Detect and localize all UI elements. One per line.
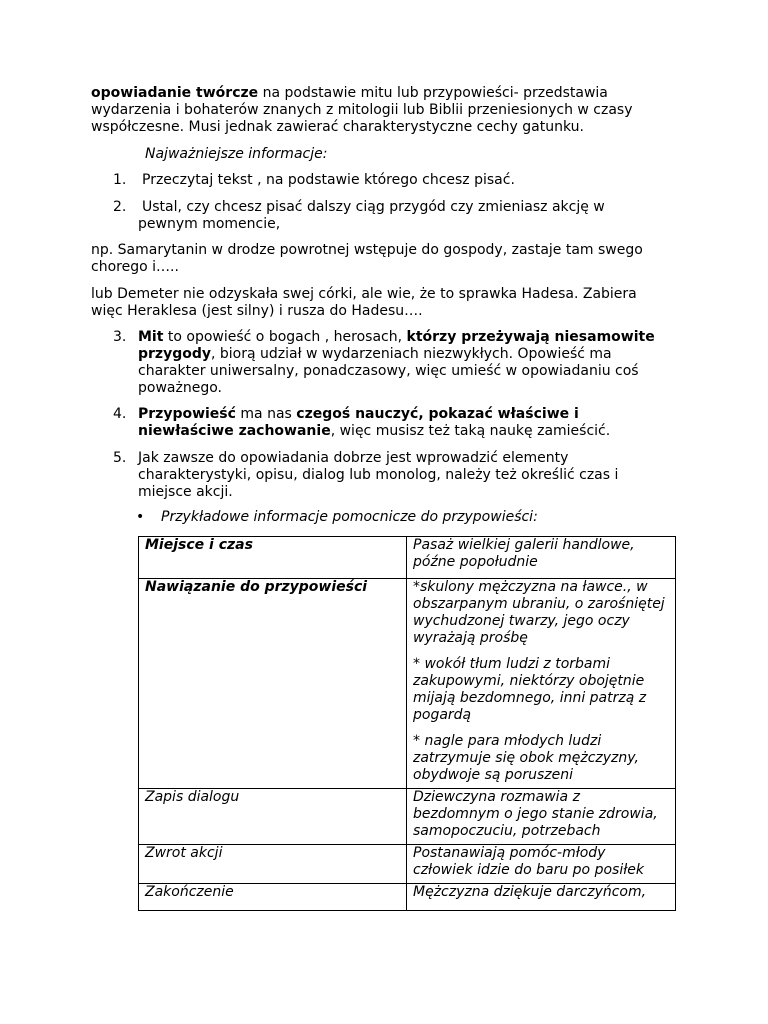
example-paragraph: lub Demeter nie odzyskała swej córki, ale wie, że to sprawka Hadesa. Zabiera więc Heraklesa (jest silny) i rusza do Hadesu…. bbox=[91, 286, 637, 319]
bold-term: Przypowieść bbox=[138, 406, 236, 422]
text-fragment: ma nas bbox=[235, 406, 297, 422]
intro-text: na podstawie mitu lub przypowieści- przedstawia wydarzenia i bohaterów znanych z mitologii lub Biblii przeniesionych w czasy współczesne. Musi jednak zawierać charakterystyczne cechy gatunku. bbox=[91, 85, 633, 135]
table-label-cell bbox=[139, 789, 407, 845]
bold-phrase: czegoś nauczyć, pokazać właściwe i niewłaściwe zachowanie bbox=[138, 406, 579, 439]
intro-paragraph bbox=[91, 85, 671, 136]
row-label: Zakończenie bbox=[145, 884, 234, 900]
table-row bbox=[139, 789, 676, 845]
bold-term: Mit bbox=[138, 329, 164, 345]
row-label: Zwrot akcji bbox=[145, 845, 223, 861]
list-text: Ustal, czy chcesz pisać dalszy ciąg przygód czy zmieniasz akcję w pewnym momencie, bbox=[138, 199, 605, 232]
list-number: 3. bbox=[113, 329, 127, 345]
list-text: Przeczytaj tekst , na podstawie którego chcesz pisać. bbox=[142, 172, 515, 188]
row-label: Nawiązanie do przypowieści bbox=[145, 579, 368, 595]
bullet-icon: • bbox=[136, 509, 145, 525]
table-label-cell bbox=[139, 884, 407, 911]
list-number: 1. bbox=[113, 172, 127, 188]
table-value-cell bbox=[407, 789, 676, 845]
intro-term: opowiadanie twórcze bbox=[91, 85, 259, 101]
table-label-cell bbox=[139, 845, 407, 884]
list-number: 2. bbox=[113, 199, 127, 215]
text-fragment: to opowieść o bogach , herosach, bbox=[163, 329, 407, 345]
table-label-cell bbox=[139, 537, 407, 579]
cell-text: Dziewczyna rozmawia z bezdomnym o jego stanie zdrowia, samopoczuciu, potrzebach bbox=[413, 789, 658, 839]
list-text bbox=[138, 406, 658, 440]
cell-text: Mężczyzna dziękuje darczyńcom, bbox=[413, 884, 647, 900]
table-row bbox=[139, 537, 676, 579]
table-value-cell bbox=[407, 537, 676, 579]
row-label: Zapis dialogu bbox=[145, 789, 240, 805]
cell-text: *skulony mężczyzna na ławce., w obszarpanym ubraniu, o zarośniętej wychudzonej twarzy, jego oczy wyrażają prośbę bbox=[413, 579, 665, 646]
table-row bbox=[139, 884, 676, 911]
list-text: Jak zawsze do opowiadania dobrze jest wprowadzić elementy charakterystyki, opisu, dialog lub monolog, należy też określić czas i miejsce akcji. bbox=[138, 450, 619, 500]
table-row bbox=[139, 845, 676, 884]
table-value-cell bbox=[407, 884, 676, 911]
example-paragraph: np. Samarytanin w drodze powrotnej wstępuje do gospody, zastaje tam swego chorego i….. bbox=[91, 242, 643, 275]
table-label-cell bbox=[139, 579, 407, 789]
section-heading: Najważniejsze informacje: bbox=[145, 146, 328, 162]
text-fragment: , biorą udział w wydarzeniach niezwykłych. Opowieść ma charakter uniwersalny, ponadczasowy, więc umieść w opowiadaniu coś poważnego. bbox=[138, 346, 639, 396]
bullet-text: Przykładowe informacje pomocnicze do przypowieści: bbox=[161, 509, 538, 525]
bold-phrase: którzy przeżywają niesamowite przygody bbox=[138, 329, 655, 362]
cell-text: * nagle para młodych ludzi zatrzymuje się obok mężczyzny, obydwoje są poruszeni bbox=[413, 733, 639, 783]
cell-text: * wokół tłum ludzi z torbami zakupowymi, niektórzy obojętnie mijają bezdomnego, inni patrzą z pogardą bbox=[413, 656, 647, 723]
info-table bbox=[138, 536, 676, 911]
table-row bbox=[139, 579, 676, 789]
text-fragment: , więc musisz też taką naukę zamieścić. bbox=[330, 423, 611, 439]
table-value-cell bbox=[407, 845, 676, 884]
list-number: 5. bbox=[113, 450, 127, 466]
list-number: 4. bbox=[113, 406, 127, 422]
cell-text: Pasaż wielkiej galerii handlowe, późne popołudnie bbox=[413, 537, 635, 570]
row-label: Miejsce i czas bbox=[145, 537, 253, 553]
cell-text: Postanawiają pomóc-młody człowiek idzie do baru po posiłek bbox=[413, 845, 644, 878]
list-text bbox=[138, 329, 673, 397]
table-value-cell bbox=[407, 579, 676, 789]
